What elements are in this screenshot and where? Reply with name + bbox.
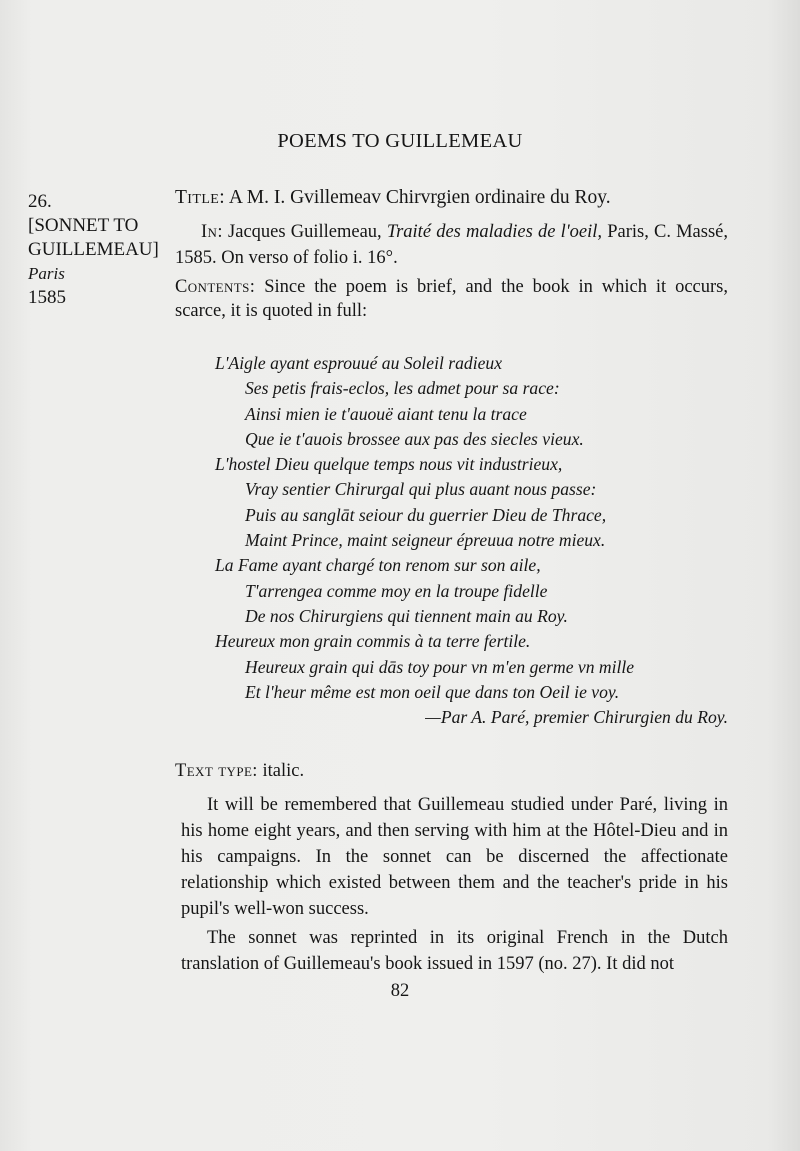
poem-line: De nos Chirurgiens qui tiennent main au Roy. [245, 605, 568, 626]
commentary-paragraph: It will be remembered that Guillemeau studied under Paré, living in his home eight years, and then serving with him at the Hôtel-Dieu and in his campaigns. In the sonnet can be discerned the affectionate relationship which existed between them and the teacher's pride in his pupil's well-won success. [181, 795, 728, 919]
contents-note [175, 275, 728, 323]
margin-year: 1585 [28, 287, 66, 308]
source-citation [175, 219, 728, 271]
sonnet [175, 351, 730, 730]
entry-title [175, 186, 735, 210]
title-label: Title: [175, 187, 226, 208]
in-label: In: [201, 222, 223, 242]
contents-text: Since the poem is brief, and the book in which it occurs, scarce, it is quoted in full: [175, 277, 729, 321]
poem-line: Ses petis frais-eclos, les admet pour sa race: [245, 378, 560, 399]
text-type-label: Text type: [175, 761, 258, 781]
margin-note [28, 190, 168, 310]
poem-line: Heureux mon grain commis à ta terre fertile. [215, 631, 531, 652]
entry-number: 26. [28, 191, 52, 212]
poem-line: Et l'heur même est mon oeil que dans ton Oeil ie voy. [245, 681, 620, 702]
poem-line: Heureux grain qui dās toy pour vn m'en germe vn mille [245, 656, 635, 677]
running-title: POEMS TO GUILLEMEAU [277, 130, 523, 152]
in-work-title: Traité des maladies de l'oeil, [386, 222, 603, 242]
margin-place: Paris [28, 264, 65, 283]
poem-line: La Fame ayant chargé ton renom sur son aile, [215, 555, 541, 576]
text-type [175, 759, 728, 783]
poem-line: L'hostel Dieu quelque temps nous vit industrieux, [215, 454, 563, 475]
poem-line: Puis au sanglāt seiour du guerrier Dieu de Thrace, [245, 504, 607, 525]
in-author: Jacques Guillemeau, [228, 222, 382, 242]
poem-line: Vray sentier Chirurgal qui plus auant nous passe: [245, 479, 597, 500]
contents-label: Contents: [175, 277, 256, 297]
poem-line: Maint Prince, maint seigneur épreuua notre mieux. [245, 530, 606, 551]
poem-line: L'Aigle ayant esprouué au Soleil radieux [215, 353, 503, 373]
page-number: 82 [390, 981, 410, 1001]
poem-line: Que ie t'auois brossee aux pas des siecles vieux. [245, 428, 584, 449]
poem-line: T'arrengea comme moy en la troupe fidelle [245, 580, 548, 601]
poem-line: Ainsi mien ie t'auouë aiant tenu la trace [245, 403, 527, 424]
in-imprint: Paris, C. Massé, 1585. On verso of folio i. 16°. [175, 222, 728, 268]
commentary-paragraph: The sonnet was reprinted in its original French in the Dutch translation of Guillemeau's book issued in 1597 (no. 27). It did not [181, 928, 728, 974]
poem-signature: —Par A. Paré, premier Chirurgien du Roy. [425, 707, 728, 728]
margin-heading-line-1: [SONNET TO [28, 215, 139, 236]
margin-heading-line-2: GUILLEMEAU] [28, 239, 159, 260]
title-text: A M. I. Gvillemeav Chirvrgien ordinaire du Roy. [228, 187, 611, 208]
text-type-value: italic. [262, 761, 305, 781]
